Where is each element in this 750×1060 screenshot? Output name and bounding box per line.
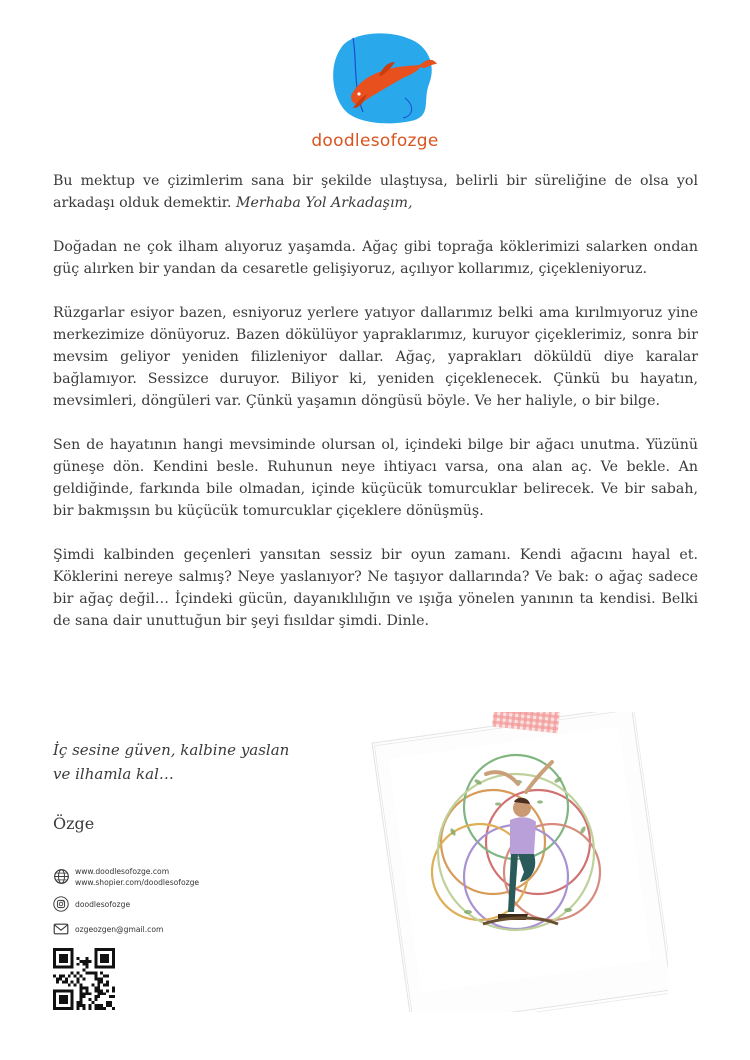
qr-module — [65, 980, 68, 983]
qr-module — [85, 972, 88, 975]
qr-module — [71, 992, 74, 995]
qr-module — [109, 948, 112, 951]
qr-module — [53, 1001, 56, 1004]
qr-module — [97, 986, 100, 989]
qr-module — [94, 972, 97, 975]
qr-module — [56, 989, 59, 992]
qr-module — [65, 1007, 68, 1010]
contact-website — [53, 866, 273, 890]
qr-module — [109, 966, 112, 969]
qr-module — [85, 992, 88, 995]
qr-module — [71, 954, 74, 957]
qr-module — [80, 998, 83, 1001]
qr-module — [62, 998, 65, 1001]
qr-module — [80, 989, 83, 992]
qr-module — [106, 980, 109, 983]
instagram-handle[interactable]: doodlesofozge — [75, 900, 131, 909]
qr-module — [77, 980, 80, 983]
qr-module — [100, 957, 103, 960]
qr-module — [62, 1007, 65, 1010]
qr-module — [106, 966, 109, 969]
qr-module — [53, 992, 56, 995]
qr-module — [68, 975, 71, 978]
qr-module — [88, 1004, 91, 1007]
qr-module — [103, 983, 106, 986]
qr-module — [112, 986, 115, 989]
qr-module — [71, 951, 74, 954]
qr-module — [68, 1007, 71, 1010]
website-link-2[interactable]: www.shopier.com/doodlesofozge — [75, 878, 200, 887]
contact-email — [53, 921, 253, 937]
qr-module — [88, 960, 91, 963]
qr-module — [71, 960, 74, 963]
qr-module — [91, 1001, 94, 1004]
paragraph-1 — [53, 170, 698, 214]
qr-module — [97, 983, 100, 986]
qr-module — [106, 983, 109, 986]
qr-module — [103, 1007, 106, 1010]
qr-module — [100, 980, 103, 983]
qr-module — [59, 957, 62, 960]
closing-line-1: İç sesine güven, kalbine yaslan — [53, 741, 290, 759]
qr-module — [100, 992, 103, 995]
qr-module — [59, 995, 62, 998]
qr-module — [106, 989, 109, 992]
qr-module — [80, 975, 83, 978]
brand-name: doodlesofozge — [311, 131, 439, 151]
qr-module — [106, 957, 109, 960]
qr-module — [103, 954, 106, 957]
qr-module — [97, 978, 100, 981]
paragraph-2: Doğadan ne çok ilham alıyoruz yaşamda. Ağaç gibi toprağa köklerimizi salarken ondan güç alırken bir yandan da cesaretle gelişiyoruz, açılıyor kollarımız, çiçekleniyoruz. — [53, 239, 698, 277]
qr-module — [62, 980, 65, 983]
qr-module — [97, 1007, 100, 1010]
qr-module — [71, 1004, 74, 1007]
qr-module — [94, 957, 97, 960]
qr-module — [59, 960, 62, 963]
qr-module — [103, 948, 106, 951]
qr-module — [94, 960, 97, 963]
qr-module — [97, 980, 100, 983]
qr-module — [100, 1007, 103, 1010]
qr-module — [77, 963, 80, 966]
email-address[interactable]: ozgeozgen@gmail.com — [75, 925, 164, 934]
qr-module — [53, 998, 56, 1001]
qr-module — [62, 960, 65, 963]
qr-module — [83, 995, 86, 998]
qr-module — [100, 954, 103, 957]
qr-module — [94, 963, 97, 966]
qr-module — [56, 966, 59, 969]
qr-module — [62, 966, 65, 969]
qr-module — [59, 978, 62, 981]
qr-module — [106, 1004, 109, 1007]
qr-module — [77, 972, 80, 975]
qr-module — [71, 972, 74, 975]
qr-module — [112, 948, 115, 951]
qr-module — [88, 998, 91, 1001]
qr-code[interactable] — [53, 948, 115, 1010]
qr-module — [100, 966, 103, 969]
qr-module — [59, 975, 62, 978]
qr-module — [68, 948, 71, 951]
qr-module — [103, 960, 106, 963]
qr-module — [68, 966, 71, 969]
qr-module — [106, 975, 109, 978]
qr-module — [65, 1001, 68, 1004]
qr-module — [71, 980, 74, 983]
qr-module — [85, 989, 88, 992]
qr-module — [80, 1001, 83, 1004]
qr-module — [77, 1004, 80, 1007]
qr-module — [97, 948, 100, 951]
qr-module — [112, 995, 115, 998]
qr-module — [106, 1001, 109, 1004]
qr-module — [94, 951, 97, 954]
qr-module — [109, 1001, 112, 1004]
qr-module — [71, 948, 74, 951]
qr-module — [100, 1004, 103, 1007]
qr-module — [59, 966, 62, 969]
qr-module — [80, 992, 83, 995]
qr-module — [103, 975, 106, 978]
qr-module — [80, 995, 83, 998]
koi-fish-logo-icon — [323, 28, 443, 126]
qr-module — [53, 957, 56, 960]
website-link-1[interactable]: www.doodlesofozge.com — [75, 867, 170, 876]
qr-module — [53, 954, 56, 957]
qr-module — [74, 983, 77, 986]
qr-module — [112, 960, 115, 963]
qr-module — [112, 963, 115, 966]
qr-module — [83, 969, 86, 972]
qr-module — [62, 954, 65, 957]
qr-module — [97, 966, 100, 969]
qr-module — [100, 972, 103, 975]
qr-module — [65, 978, 68, 981]
qr-module — [85, 957, 88, 960]
qr-module — [71, 963, 74, 966]
qr-module — [56, 980, 59, 983]
qr-module — [59, 989, 62, 992]
qr-module — [94, 975, 97, 978]
qr-module — [71, 1007, 74, 1010]
qr-module — [94, 1007, 97, 1010]
qr-module — [97, 995, 100, 998]
closing-lines — [53, 738, 289, 786]
qr-module — [91, 972, 94, 975]
qr-module — [103, 966, 106, 969]
polaroid-illustration — [368, 712, 668, 1012]
envelope-icon — [53, 922, 69, 936]
qr-module — [65, 957, 68, 960]
qr-module — [68, 983, 71, 986]
qr-module — [100, 960, 103, 963]
qr-module — [97, 989, 100, 992]
qr-module — [83, 1004, 86, 1007]
qr-module — [62, 1001, 65, 1004]
qr-module — [80, 960, 83, 963]
qr-module — [112, 966, 115, 969]
qr-module — [53, 960, 56, 963]
globe-icon — [53, 868, 70, 885]
qr-module — [59, 998, 62, 1001]
qr-module — [56, 948, 59, 951]
qr-module — [62, 989, 65, 992]
qr-module — [94, 989, 97, 992]
qr-module — [71, 1001, 74, 1004]
qr-module — [106, 948, 109, 951]
qr-module — [68, 989, 71, 992]
qr-module — [85, 960, 88, 963]
qr-module — [83, 992, 86, 995]
qr-module — [94, 986, 97, 989]
qr-module — [71, 989, 74, 992]
qr-module — [59, 1001, 62, 1004]
qr-module — [97, 992, 100, 995]
qr-module — [97, 1004, 100, 1007]
qr-module — [53, 989, 56, 992]
qr-module — [71, 995, 74, 998]
paragraph-3: Rüzgarlar esiyor bazen, esniyoruz yerlere yatıyor dallarımız belki ama kırılmıyoruz yine merkezimize dönüyoruz. Bazen dökülüyor yapraklarımız, kuruyor çiçeklerimiz, sonra bir mevsim geliyor yeniden filizleniyor dallar. Ağaç, yaprakları döküldü diye karalar bağlamıyor. Sessizce duruyor. Biliyor ki, yeniden çiçeklenecek. Çünkü bu hayatın, mevsimleri, döngüleri var. Çünkü yaşamın döngüsü böyle. Ve her haliyle, o bir bilge. — [53, 305, 698, 409]
qr-module — [83, 978, 86, 981]
qr-module — [62, 995, 65, 998]
qr-module — [83, 960, 86, 963]
paragraph-5: Şimdi kalbinden geçenleri yansıtan sessiz bir oyun zamanı. Kendi ağacını hayal et. Köklerini nereye salmış? Neye yaslanıyor? Ne taşıyor dallarında? Ve bak: o ağaç sadece bir ağaç değil… İçindeki gücün, dayanıklılığın ve ışığa yönelen yanının ta kendisi. Belki de sana dair unuttuğun bir şeyi fısıldar şimdi. Dinle. — [53, 547, 698, 629]
qr-module — [109, 995, 112, 998]
qr-module — [91, 983, 94, 986]
signature: Özge — [53, 814, 95, 833]
qr-module — [94, 998, 97, 1001]
qr-module — [106, 960, 109, 963]
qr-module — [94, 995, 97, 998]
qr-module — [83, 963, 86, 966]
qr-module — [80, 1004, 83, 1007]
qr-module — [71, 957, 74, 960]
qr-module — [53, 975, 56, 978]
qr-module — [83, 986, 86, 989]
qr-module — [112, 957, 115, 960]
qr-module — [85, 963, 88, 966]
qr-module — [77, 1007, 80, 1010]
qr-module — [109, 1004, 112, 1007]
qr-module — [53, 966, 56, 969]
closing-line-2: ve ilhamla kal… — [53, 765, 174, 783]
qr-module — [94, 966, 97, 969]
qr-module — [59, 954, 62, 957]
qr-module — [53, 963, 56, 966]
qr-module — [112, 951, 115, 954]
qr-module — [103, 992, 106, 995]
letter-body — [53, 170, 698, 654]
qr-module — [59, 1007, 62, 1010]
qr-module — [100, 948, 103, 951]
qr-module — [56, 1007, 59, 1010]
qr-module — [74, 975, 77, 978]
qr-module — [65, 960, 68, 963]
qr-module — [65, 998, 68, 1001]
qr-module — [88, 992, 91, 995]
qr-module — [53, 995, 56, 998]
qr-module — [112, 954, 115, 957]
qr-module — [53, 948, 56, 951]
qr-module — [53, 951, 56, 954]
qr-module — [85, 986, 88, 989]
paragraph-4: Sen de hayatının hangi mevsiminde olursan ol, içindeki bilge bir ağacı unutma. Yüzünü güneşe dön. Kendini besle. Ruhunun neye ihtiyacı varsa, ona alan aç. Ve bekle. An geldiğinde, farkında bile olmadan, içinde küçücük tomurcuklar belirecek. Ve bir sabah, bir bakmışsın bu küçücük tomurcuklar çiçeklere dönüşmüş. — [53, 437, 698, 519]
qr-module — [56, 978, 59, 981]
contact-instagram — [53, 896, 253, 912]
qr-module — [53, 1004, 56, 1007]
qr-module — [53, 1007, 56, 1010]
qr-module — [94, 1004, 97, 1007]
instagram-icon — [53, 896, 69, 912]
qr-module — [65, 995, 68, 998]
qr-module — [77, 978, 80, 981]
qr-module — [62, 957, 65, 960]
qr-module — [112, 1007, 115, 1010]
greeting: Merhaba Yol Arkadaşım, — [235, 195, 413, 211]
qr-module — [94, 978, 97, 981]
qr-module — [71, 966, 74, 969]
qr-module — [88, 972, 91, 975]
qr-module — [71, 998, 74, 1001]
qr-module — [62, 975, 65, 978]
qr-module — [77, 957, 80, 960]
qr-module — [100, 978, 103, 981]
qr-module — [88, 1007, 91, 1010]
qr-module — [80, 983, 83, 986]
qr-module — [83, 1007, 86, 1010]
qr-module — [65, 989, 68, 992]
qr-module — [62, 948, 65, 951]
qr-module — [65, 948, 68, 951]
qr-module — [85, 966, 88, 969]
qr-module — [94, 948, 97, 951]
qr-module — [112, 989, 115, 992]
qr-module — [80, 986, 83, 989]
qr-module — [100, 989, 103, 992]
qr-module — [65, 954, 68, 957]
qr-module — [94, 954, 97, 957]
qr-module — [106, 954, 109, 957]
qr-module — [103, 957, 106, 960]
paragraph-1-text: Bu mektup ve çizimlerim sana bir şekilde ulaştıysa, belirli bir süreliğine de olsa yol arkadaşı olduk demektir. — [53, 173, 698, 211]
qr-module — [59, 948, 62, 951]
qr-module — [77, 1001, 80, 1004]
qr-module — [65, 966, 68, 969]
